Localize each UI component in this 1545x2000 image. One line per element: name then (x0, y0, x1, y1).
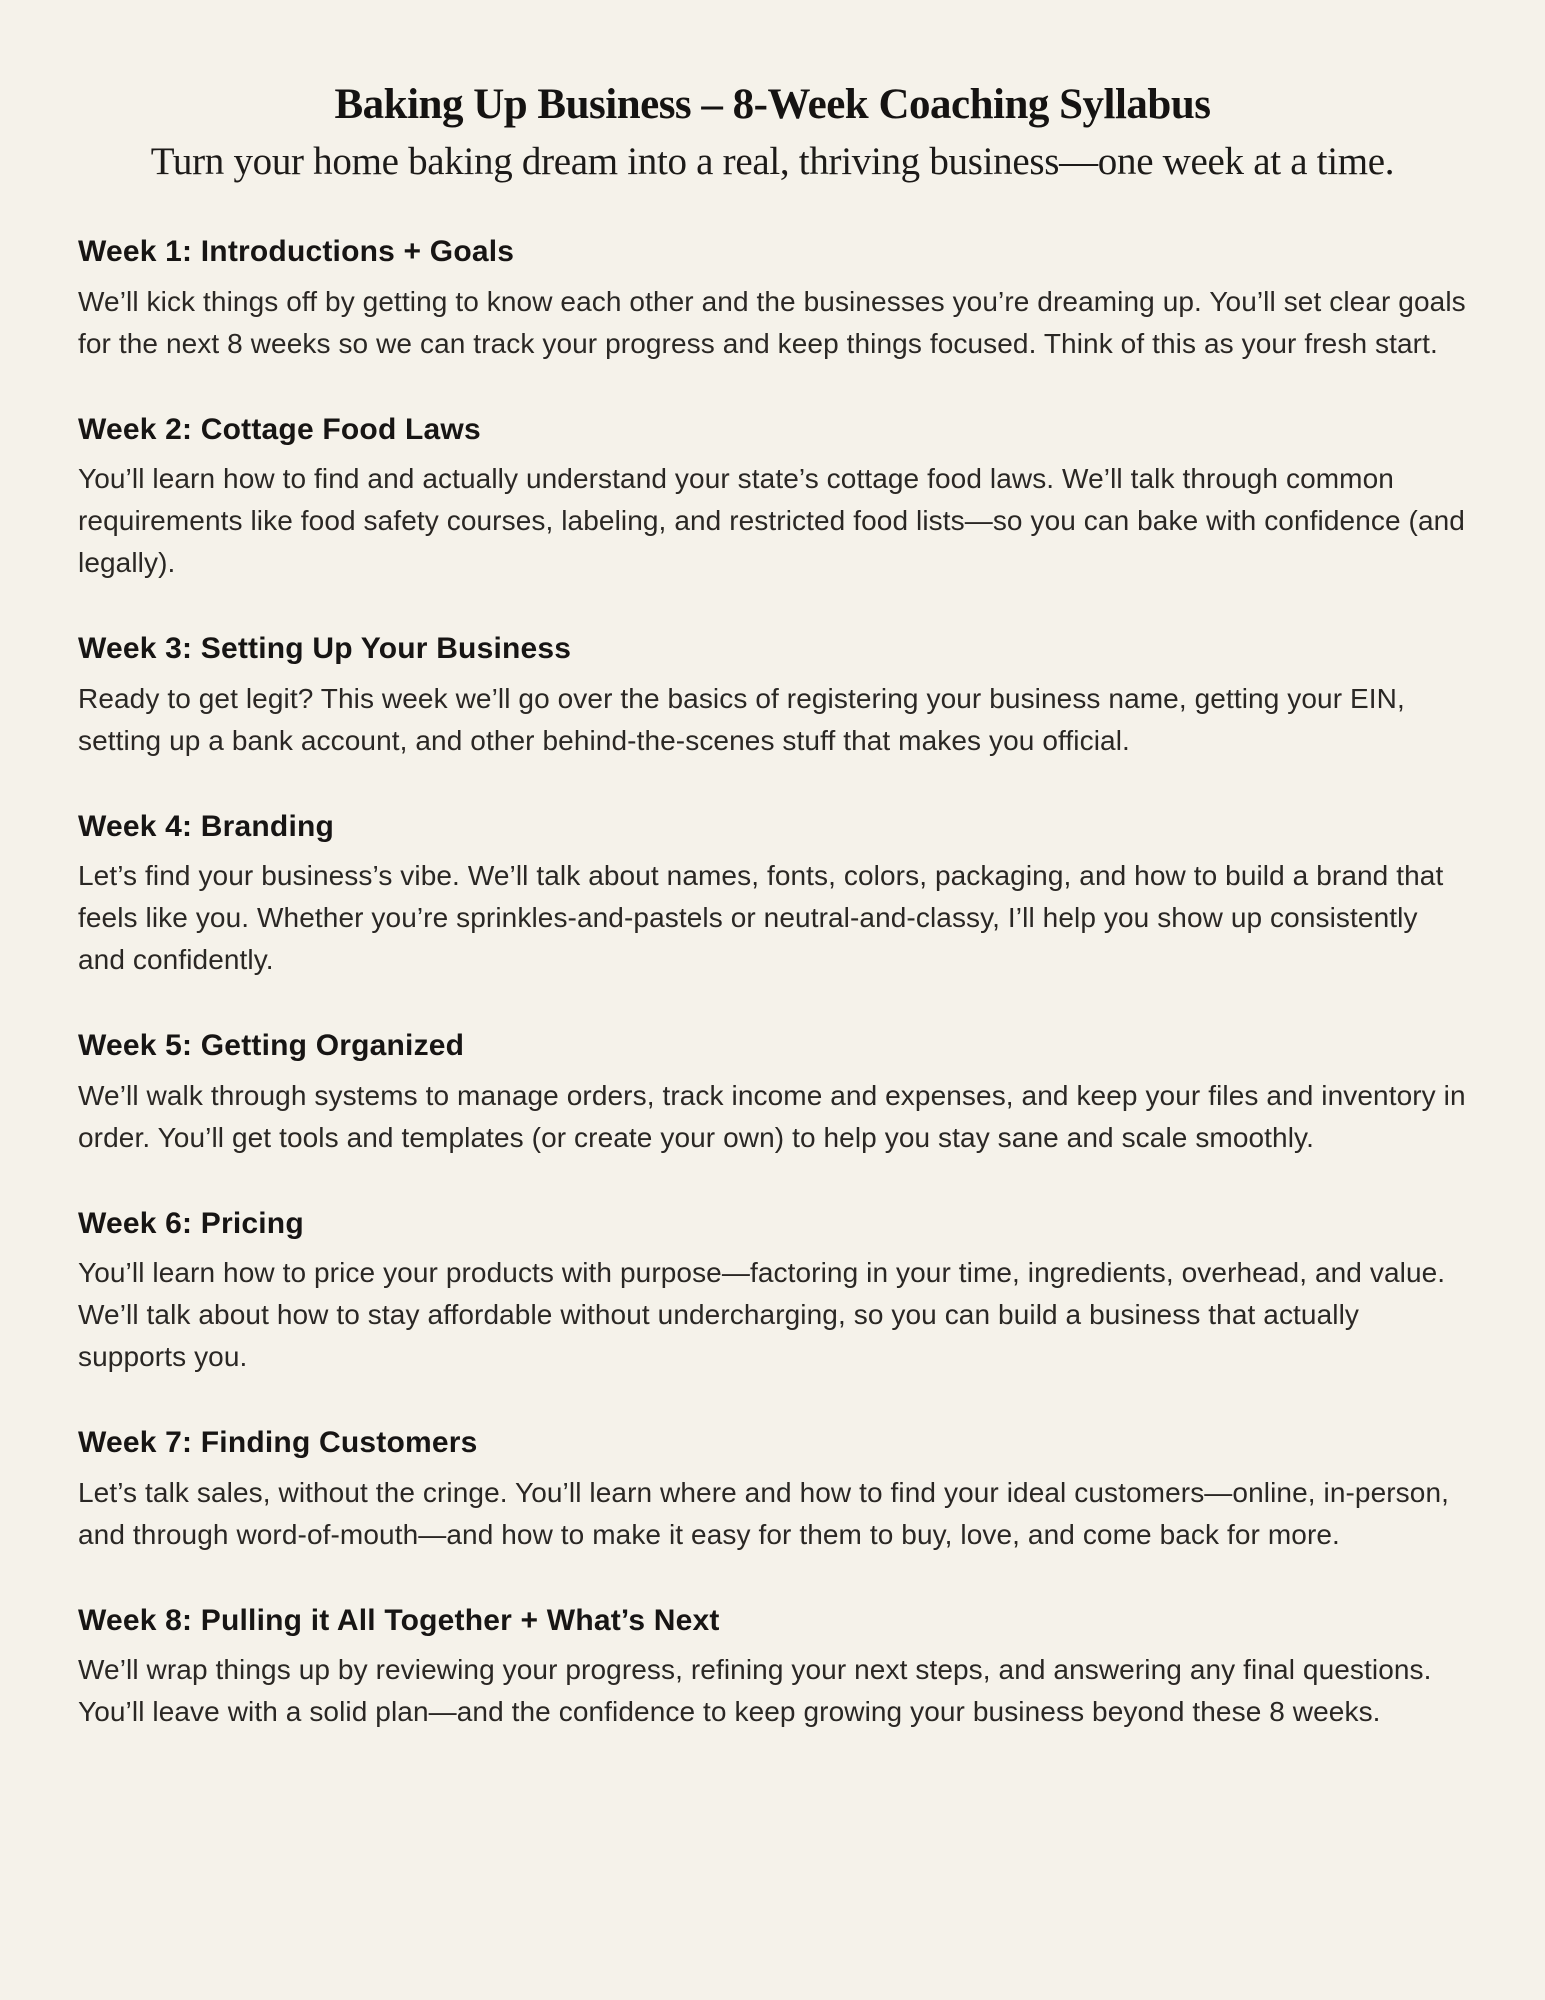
week-6-heading: Week 6: Pricing (78, 1206, 304, 1240)
week-4-section (78, 807, 1467, 982)
week-6-description: You’ll learn how to price your products with purpose—factoring in your time, ingredients, overhead, and value. We’ll talk about how to stay affordable without undercharging, so you can build a business that actually supports you. (78, 1257, 1446, 1373)
week-3-section (78, 629, 1467, 762)
week-2-description: You’ll learn how to find and actually understand your state’s cottage food laws. We’ll talk through common requirements like food safety courses, labeling, and restricted food lists—so you can bake with confidence (and legally). (78, 463, 1465, 579)
page-subtitle: Turn your home baking dream into a real, thriving business—one week at a time. (150, 140, 1395, 184)
week-8-description: We’ll wrap things up by reviewing your progress, refining your next steps, and answering any final questions. You’ll leave with a solid plan—and the confidence to keep growing your business beyond these 8 weeks. (78, 1654, 1432, 1728)
week-5-heading: Week 5: Getting Organized (78, 1029, 465, 1063)
doc-header (78, 80, 1467, 186)
week-2-section (78, 410, 1467, 585)
week-8-section (78, 1601, 1467, 1734)
week-3-heading: Week 3: Setting Up Your Business (78, 632, 572, 666)
week-4-heading: Week 4: Branding (78, 809, 335, 843)
week-1-section (78, 232, 1467, 365)
week-8-heading: Week 8: Pulling it All Together + What’s Next (78, 1603, 720, 1637)
week-7-description: Let’s talk sales, without the cringe. You’ll learn where and how to find your ideal customers—online, in-person, and through word-of-mouth—and how to make it easy for them to buy, love, and come back for more. (78, 1476, 1450, 1550)
week-6-section (78, 1204, 1467, 1379)
week-4-description: Let’s find your business’s vibe. We’ll talk about names, fonts, colors, packaging, and how to build a brand that feels like you. Whether you’re sprinkles-and-pastels or neutral-and-classy, I’ll help you show up consistently and confidently. (78, 860, 1444, 976)
week-1-description: We’ll kick things off by getting to know each other and the businesses you’re dreaming up. You’ll set clear goals for the next 8 weeks so we can track your progress and keep things focused. Think of this as your fresh start. (78, 285, 1466, 359)
week-7-heading: Week 7: Finding Customers (78, 1426, 478, 1460)
week-7-section (78, 1423, 1467, 1556)
week-5-description: We’ll walk through systems to manage orders, track income and expenses, and keep your files and inventory in order. You’ll get tools and templates (or create your own) to help you stay sane and scale smoothly. (78, 1079, 1466, 1153)
syllabus-content (78, 232, 1467, 1733)
page-title: Baking Up Business – 8-Week Coaching Syllabus (334, 81, 1211, 128)
week-5-section (78, 1026, 1467, 1159)
week-2-heading: Week 2: Cottage Food Laws (78, 412, 481, 446)
week-1-heading: Week 1: Introductions + Goals (78, 235, 515, 269)
week-3-description: Ready to get legit? This week we’ll go over the basics of registering your business name, getting your EIN, setting up a bank account, and other behind-the-scenes stuff that makes you official. (78, 682, 1405, 756)
